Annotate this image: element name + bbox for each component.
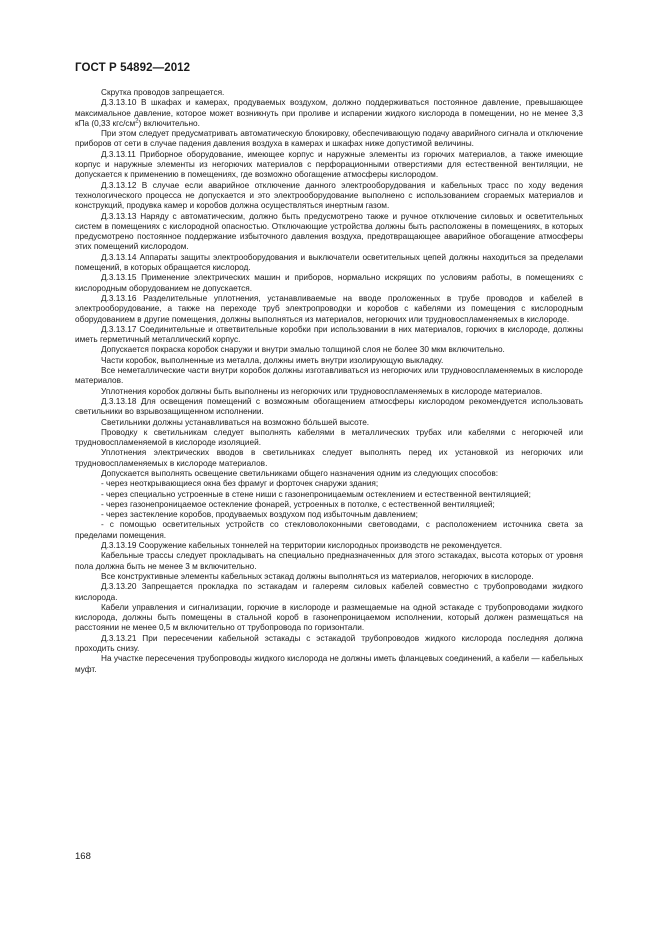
paragraph: Кабели управления и сигнализации, горючие в кислороде и размещаемые на одной эстакаде с трубопроводами жидкого кислорода, должны быть помещены в стальной короб в газонепроницаемом исполнении, который должен размещаться на расстоянии не менее 0,5 м включительно от трубопровода по горизонтали. [75,602,583,633]
paragraph: Все конструктивные элементы кабельных эстакад должны выполняться из материалов, негорючих в кислороде. [101,571,534,581]
paragraph: Д.3.13.12 В случае если аварийное отключение данного электрооборудования и кабельных трасс по ходу ведения технологического процесса не допускается и это электрооборудование выполнено с использованием сгораемых материалов и конструкций, продувка камер и коробов должна осуществляться инертным газом. [75,180,583,211]
list-item: - через газонепроницаемое остекление фонарей, устроенных в потолке, с естественной вентиляцией; [101,499,495,509]
paragraph: Допускается покраска коробок снаружи и внутри эмалью толщиной слоя не более 30 мкм включительно. [101,345,505,355]
paragraph: Проводку к светильникам следует выполнять кабелями в металлических трубах или кабелями с негорючей или трудновоспламеняемой в кислороде изоляцией. [75,427,583,448]
paragraph: Д.3.13.21 При пересечении кабельной эстакады с эстакадой трубопроводов жидкого кислорода последняя должна проходить снизу. [75,633,583,654]
paragraph: Все неметаллические части внутри коробок должны изготавливаться из негорючих или трудновоспламеняемых в кислороде материалов. [75,366,583,386]
paragraph: На участке пересечения трубопроводы жидкого кислорода не должны иметь фланцевых соединений, а кабели — кабельных муфт. [75,654,583,674]
paragraph: Д.3.13.13 Наряду с автоматическим, должно быть предусмотрено также и ручное отключение силовых и осветительных систем в помещениях с кислородной опасностью. Отключающие устройства должны быть расположены в помещениях, в которых предусмотрено постоянное поддержание избыточного давления воздуха, предотвращающее аварийное обогащение атмосферы этих помещений кислородом. [75,211,583,252]
paragraph: Д.3.13.19 Сооружение кабельных тоннелей на территории кислородных производств не рекомендуется. [101,541,503,551]
paragraph: При этом следует предусматривать автоматическую блокировку, обеспечивающую подачу аварийного сигнала и отключение приборов от сети в случае падения давления воздуха в камерах и шкафах ниже допустимой величины. [75,129,583,149]
paragraph: Скрутка проводов запрещается. [101,88,225,97]
paragraph: Уплотнения электрических вводов в светильниках следует выполнять перед их установкой из негорючих или трудновоспламеняемых в кислороде материалов. [75,448,583,468]
paragraph: Части коробок, выполненные из металла, должны иметь внутри изолирующую выкладку. [101,355,444,365]
paragraph: Д.3.13.10 В шкафах и камерах, продуваемых воздухом, должно поддерживаться постоянное давление, превышающее максимальное давление, которое может возникнуть при проливе и испарении жидкого кислорода в помещении, но не менее 3,3 кПа (0,33 кгс/$см^2$) включительно. [75,98,583,128]
paragraph: Д.3.13.17 Соединительные и ответвительные коробки при использовании в них материалов, горючих в кислороде, должны иметь герметичный металлический корпус. [75,324,583,345]
paragraph: Д.3.13.18 Для освещения помещений с возможным обогащением атмосферы кислородом рекомендуется использовать светильники во взрывозащищенном исполнении. [75,396,583,417]
list-item: - через неоткрывающиеся окна без фрамуг и форточек снаружи здания; [101,479,379,489]
paragraph: Д.3.13.15 Применение электрических машин и приборов, нормально искрящих по условиям работы, в помещениях с кислородным оборудованием не допускается. [75,273,583,293]
list-item: - через специально устроенные в стене ниши с газонепроницаемым остеклением и естественной вентиляцией; [101,489,531,499]
paragraph: Кабельные трассы следует прокладывать на специально предназначенных для этого эстакадах, высота которых от уровня пола должна быть не менее 3 м включительно. [75,551,583,571]
paragraph: Уплотнения коробок должны быть выполнены из негорючих или трудновоспламеняемых в кислороде материалов. [101,386,543,396]
paragraph: Светильники должны устанавливаться на возможно бóльшей высоте. [101,417,370,427]
paragraph: Д.3.13.20 Запрещается прокладка по эстакадам и галереям силовых кабелей совместно с трубопроводами жидкого кислорода. [75,582,583,602]
paragraph: Допускается выполнять освещение светильниками общего назначения одним из следующих способов: [101,468,499,478]
paragraph: Д.3.13.16 Разделительные уплотнения, устанавливаемые на вводе проложенных в трубе проводов и кабелей в электрооборудование, а также на переходе труб электропроводки и коробов с кабелями из помещения с кислородным оборудованием в другие помещения, должны выполняться из материалов, негорючих или трудновоспламеняемых в кислороде. [75,293,583,324]
document-header: ГОСТ Р 54892—2012 [75,62,191,74]
paragraph: Д.3.13.11 Приборное оборудование, имеющее корпус и наружные элементы из горючих материалов, а также имеющие корпус и наружные элементы из негорючих материалов с перфорационными отверстиями для естественной вентиляции, не допускается к применению в помещениях, где возможно обогащение атмосферы кислородом. [75,149,583,180]
list-item: - через застекление коробов, продуваемых воздухом под избыточным давлением; [101,510,418,520]
page-number: 168 [75,851,91,862]
document-body [75,88,583,675]
paragraph: Д.3.13.14 Аппараты защиты электрооборудования и выключатели осветительных цепей должны находиться за пределами помещений, в которых обращается кислород. [75,252,583,273]
list-item: - с помощью осветительных устройств со стекловолоконными световодами, с расположением источника света за пределами помещения. [75,520,583,540]
